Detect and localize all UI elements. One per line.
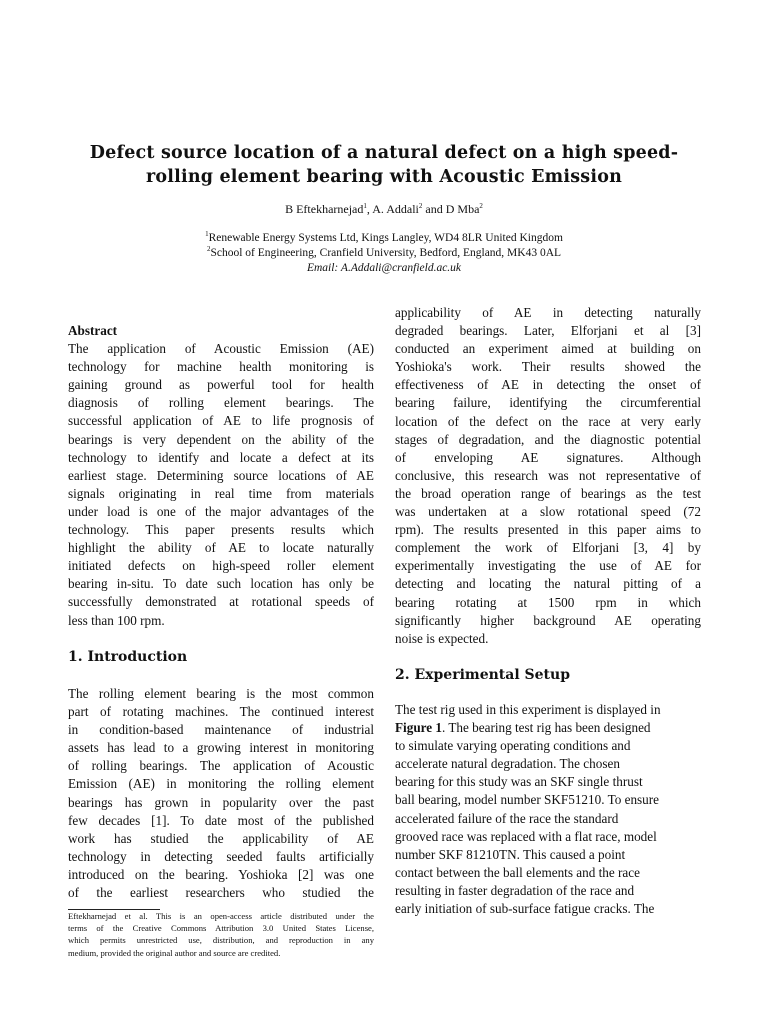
introduction-line: location of the defect on the race at very early bbox=[395, 413, 701, 429]
abstract-line: bearing in-situ. To date such location has only be bbox=[68, 576, 374, 592]
introduction-line: assets has lead to a growing interest in monitoring bbox=[68, 740, 374, 756]
abstract-line: technology for machine health monitoring is bbox=[68, 359, 374, 375]
abstract-line: gaining ground as powerful tool for health bbox=[68, 377, 374, 393]
abstract-line: less than 100 rpm. bbox=[68, 612, 165, 628]
experimental-setup-line: bearing for this study was an SKF single thrust bbox=[395, 774, 643, 790]
author-list bbox=[0, 201, 768, 217]
experimental-setup-line: accelerate natural degradation. The chosen bbox=[395, 756, 620, 772]
abstract-line: earliest stage. Determining source locations of AE bbox=[68, 467, 374, 483]
introduction-line: was undertaken at a slow rotational speed (72 bbox=[395, 504, 701, 520]
author-affiliation-marker: 2 bbox=[418, 202, 423, 210]
experimental-setup-section bbox=[395, 701, 701, 918]
footnote-line: Eftekharnejad et al. This is an open-access article distributed under the bbox=[68, 911, 374, 921]
experimental-setup-body bbox=[395, 701, 701, 918]
abstract-line: technology to identify and locate a defect at its bbox=[68, 449, 374, 465]
experimental-setup-line bbox=[395, 719, 701, 737]
paper-title-line-1: Defect source location of a natural defect on a high speed- bbox=[89, 143, 679, 163]
experimental-setup-line: accelerated failure of the race the standard bbox=[395, 810, 619, 826]
introduction-line: experimentally investigating the use of AE for bbox=[395, 558, 701, 574]
introduction-line: technology in detecting seeded faults artificially bbox=[68, 848, 374, 864]
introduction-continued bbox=[395, 304, 701, 648]
introduction-line: introduced on the bearing. Yoshioka [2] was one bbox=[68, 866, 374, 882]
abstract-line: The application of Acoustic Emission (AE) bbox=[68, 341, 374, 357]
introduction-continued-body bbox=[395, 304, 701, 648]
author-name: B Eftekharnejad bbox=[285, 202, 364, 216]
introduction-line: detecting and locating the natural pitting of a bbox=[395, 576, 701, 592]
abstract-line: diagnosis of rolling element bearings. The bbox=[68, 395, 374, 411]
contact-email[interactable]: Email: A.Addali@cranfield.ac.uk bbox=[306, 262, 462, 274]
affiliation-marker: 1 bbox=[205, 230, 209, 239]
introduction-line: Emission (AE) in monitoring the rolling element bbox=[68, 776, 374, 792]
introduction-body bbox=[68, 685, 374, 902]
author-affiliation-marker: 1 bbox=[363, 202, 367, 210]
abstract-section bbox=[68, 322, 374, 630]
author-name: , A. Addali bbox=[366, 202, 419, 216]
experimental-setup-line: contact between the ball elements and the race bbox=[395, 864, 640, 880]
affiliation bbox=[0, 246, 768, 261]
experimental-setup-line: to simulate varying operating conditions and bbox=[395, 738, 631, 754]
experimental-setup-text: . The bearing test rig has been designed bbox=[442, 720, 651, 736]
abstract-line: technology. This paper presents results which bbox=[68, 522, 374, 538]
introduction-line: complement the work of Elforjani [3, 4] by bbox=[395, 540, 701, 556]
experimental-setup-line: number SKF 81210TN. This caused a point bbox=[395, 846, 626, 862]
introduction-section bbox=[68, 685, 374, 902]
introduction-line: applicability of AE in detecting naturally bbox=[395, 305, 701, 320]
abstract-line: under load is one of the major advantages of the bbox=[68, 503, 374, 519]
abstract-line: initiated defects on high-speed roller element bbox=[68, 558, 374, 574]
abstract-heading: Abstract bbox=[68, 323, 118, 338]
section-heading-introduction: 1. Introduction bbox=[68, 649, 188, 665]
introduction-line: significantly higher background AE operating bbox=[395, 612, 701, 628]
introduction-line: effectiveness of AE in detecting the onset of bbox=[395, 377, 701, 393]
footnote-line: medium, provided the original author and source are credited. bbox=[68, 947, 281, 958]
introduction-line: part of rotating machines. The continued interest bbox=[68, 704, 374, 720]
paper-title bbox=[60, 141, 708, 189]
experimental-setup-line: The test rig used in this experiment is displayed in bbox=[395, 702, 661, 717]
affiliation bbox=[0, 231, 768, 246]
introduction-line: bearings has grown in popularity over the past bbox=[68, 794, 374, 810]
abstract-line: highlight the ability of AE to locate naturally bbox=[68, 540, 374, 556]
experimental-setup-line: resulting in faster degradation of the race and bbox=[395, 882, 635, 898]
introduction-line: noise is expected. bbox=[395, 630, 489, 646]
introduction-line: conducted an experiment aimed at building on bbox=[395, 341, 701, 357]
experimental-setup-line: ball bearing, model number SKF51210. To ensure bbox=[395, 792, 660, 808]
introduction-line: of the earliest researchers who studied the bbox=[68, 885, 374, 901]
introduction-line: bearing failure, identifying the circumferential bbox=[395, 395, 701, 411]
introduction-line: degraded bearings. Later, Elforjani et al [3] bbox=[395, 323, 701, 339]
author-name: and D Mba bbox=[422, 202, 480, 216]
introduction-line: rpm). The results presented in this paper aims to bbox=[395, 522, 701, 538]
affiliation-marker: 2 bbox=[206, 245, 211, 254]
abstract-line: bearings is very dependent on the ability of the bbox=[68, 431, 374, 447]
license-footnote bbox=[68, 909, 374, 959]
abstract-line: successful application of AE to life prognosis of bbox=[68, 413, 374, 429]
affiliation-text: School of Engineering, Cranfield University, Bedford, England, MK43 0AL bbox=[210, 247, 562, 259]
abstract-body bbox=[68, 340, 374, 630]
introduction-line: few decades [1]. To date most of the published bbox=[68, 812, 374, 828]
introduction-line: of rolling bearings. The application of Acoustic bbox=[68, 758, 374, 774]
abstract-line: successfully demonstrated at rotational speeds of bbox=[68, 594, 374, 610]
author-affiliation-marker: 2 bbox=[479, 202, 483, 210]
introduction-line: Yoshioka's work. Their results showed the bbox=[395, 359, 701, 375]
introduction-line: conclusive, this research was not representative of bbox=[395, 467, 701, 483]
experimental-setup-line: early initiation of sub-surface fatigue cracks. The bbox=[395, 901, 655, 917]
footnote-line: which permits unrestricted use, distribution, and reproduction in any bbox=[68, 935, 374, 946]
introduction-line: in condition-based maintenance of industrial bbox=[68, 722, 374, 738]
affiliation-text: Renewable Energy Systems Ltd, Kings Langley, WD4 8LR United Kingdom bbox=[208, 232, 563, 244]
paper-title-line-2: rolling element bearing with Acoustic Emission bbox=[145, 167, 622, 187]
introduction-line: the broad operation range of bearings as the test bbox=[395, 485, 701, 501]
footnote-line: terms of the Creative Commons Attribution 3.0 United States License, bbox=[68, 923, 374, 934]
abstract-line: signals originating in real time from materials bbox=[68, 485, 374, 501]
section-heading-experimental-setup: 2. Experimental Setup bbox=[395, 667, 570, 683]
introduction-line: work has studied the applicability of AE bbox=[68, 830, 374, 846]
figure-reference[interactable]: Figure 1 bbox=[395, 720, 443, 736]
introduction-line: stages of degradation, and the diagnostic potential bbox=[395, 431, 701, 447]
introduction-line: bearing rotating at 1500 rpm in which bbox=[395, 594, 701, 610]
experimental-setup-line: grooved race was replaced with a flat race, model bbox=[395, 828, 657, 844]
introduction-line: of enveloping AE signatures. Although bbox=[395, 449, 701, 465]
introduction-line: The rolling element bearing is the most common bbox=[68, 686, 374, 701]
